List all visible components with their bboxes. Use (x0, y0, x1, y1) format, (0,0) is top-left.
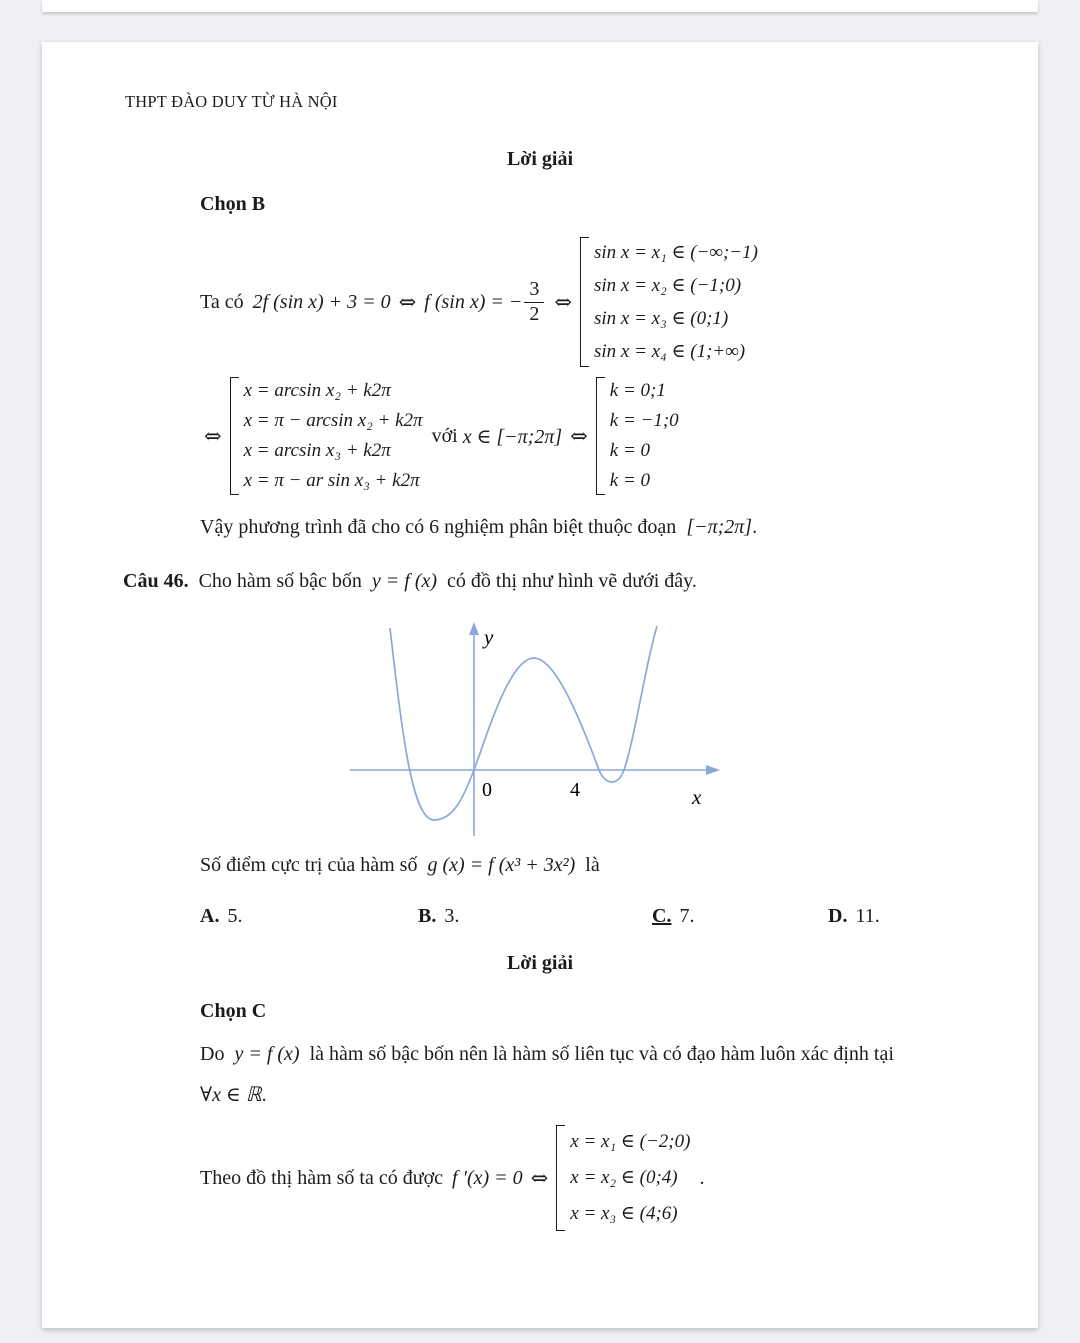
question-46-ask (200, 854, 600, 877)
question-text-1: Cho hàm số bậc bốn (198, 570, 362, 592)
k-cases-system (596, 376, 679, 496)
ask-math: g (x) = f (x³ + 3x²) (427, 854, 576, 876)
previous-page-bottom-edge (42, 0, 1038, 12)
line2-period: . (261, 1084, 267, 1106)
fraction-3-2 (524, 279, 544, 325)
line3-pre: Theo đồ thị hàm số ta có được (200, 1166, 444, 1189)
case-line: x = x₂ ∈ (0;4) (570, 1167, 678, 1188)
eq2-condition: x ∈ [−π;2π] (462, 425, 563, 448)
line1-math: y = f (x) (234, 1043, 300, 1065)
y-axis-label: y (484, 625, 494, 649)
solution-line-2 (200, 1082, 267, 1107)
case-line: sin x = x₃ ∈ (0;1) (593, 308, 729, 329)
x-tick-label-4: 4 (570, 779, 580, 801)
left-bracket (596, 377, 604, 495)
iff-arrow: ⇔ (554, 290, 572, 314)
conclusion-period: . (752, 516, 758, 538)
x-axis-arrow-icon (706, 765, 720, 775)
derivative-cases-system (556, 1124, 690, 1232)
origin-label: 0 (482, 779, 492, 801)
iff-arrow: ⇔ (398, 290, 417, 314)
choice-b: Chọn B (200, 193, 266, 215)
question-math-1: y = f (x) (371, 570, 438, 592)
answer-c-value: 7. (679, 905, 695, 927)
school-header: THPT ĐÀO DUY TỪ HÀ NỘI (125, 92, 338, 111)
case-line: x = x₃ ∈ (4;6) (570, 1203, 678, 1224)
eq1-expression: 2f (sin x) + 3 = 0 (252, 290, 391, 313)
eq1-expression-2: f (sin x) = − (424, 290, 523, 313)
case-line: x = π − ar sin x₃ + k2π (243, 470, 420, 491)
case-line: k = −1;0 (609, 410, 679, 431)
answer-b-label: B. (418, 905, 437, 927)
answer-a (200, 905, 242, 928)
ask-pre: Số điểm cực trị của hàm số (200, 854, 418, 876)
case-line: x = x₁ ∈ (−2;0) (570, 1131, 691, 1152)
y-axis-arrow-icon (469, 622, 479, 635)
derivative-equation (200, 1122, 704, 1234)
answer-c-label: C. (652, 905, 672, 927)
left-bracket (556, 1125, 564, 1231)
equation-1 (200, 236, 758, 368)
question-46-statement (123, 570, 697, 593)
conclusion-math: [−π;2π] (686, 516, 753, 538)
arcsin-cases-system (230, 376, 423, 496)
eq1-lead: Ta có (200, 290, 244, 313)
sin-cases-system (580, 236, 758, 368)
solution-title-1: Lời giải (506, 148, 574, 170)
x-axis-label: x (692, 785, 702, 809)
iff-arrow: ⇔ (204, 424, 222, 448)
case-line: k = 0;1 (609, 380, 666, 401)
choice-c: Chọn C (200, 1000, 267, 1022)
case-line: x = π − arcsin x₂ + k2π (243, 410, 423, 431)
iff-arrow: ⇔ (530, 1166, 549, 1190)
fraction-numerator: 3 (524, 279, 544, 303)
left-bracket (580, 237, 588, 367)
question-number: Câu 46. (123, 570, 189, 592)
case-line: k = 0 (609, 470, 651, 491)
quartic-curve (390, 626, 657, 820)
case-line: sin x = x₁ ∈ (−∞;−1) (593, 242, 758, 263)
question-text-2: có đồ thị như hình vẽ dưới đây. (447, 570, 697, 592)
conclusion-line (200, 516, 757, 539)
answer-d (828, 905, 880, 928)
eq2-with-word: với (431, 424, 458, 447)
iff-arrow: ⇔ (570, 424, 588, 448)
document-page (42, 42, 1038, 1328)
answer-a-value: 5. (227, 905, 243, 927)
answer-row (42, 905, 1038, 935)
function-graph (342, 612, 746, 848)
answer-b (418, 905, 459, 928)
answer-c (652, 905, 694, 928)
case-line: sin x = x₄ ∈ (1;+∞) (593, 341, 746, 362)
solution-title-2: Lời giải (506, 952, 574, 974)
line3-period: . (699, 1166, 705, 1189)
answer-d-label: D. (828, 905, 848, 927)
answer-a-label: A. (200, 905, 220, 927)
answer-d-value: 11. (855, 905, 880, 927)
line1-pre: Do (200, 1043, 225, 1065)
case-line: x = arcsin x₃ + k2π (243, 440, 391, 461)
answer-b-value: 3. (444, 905, 460, 927)
ask-post: là (585, 854, 600, 876)
line1-post: là hàm số bậc bốn nên là hàm số liên tục và có đạo hàm luôn xác định tại (309, 1043, 894, 1065)
line2-math: ∀x ∈ ℝ (200, 1084, 262, 1106)
solution-line-1 (200, 1043, 894, 1066)
conclusion-text: Vậy phương trình đã cho có 6 nghiệm phân biệt thuộc đoạn (200, 516, 677, 538)
case-line: x = arcsin x₂ + k2π (243, 380, 391, 401)
line3-math: f ′(x) = 0 (452, 1166, 523, 1189)
case-line: sin x = x₂ ∈ (−1;0) (593, 275, 742, 296)
case-line: k = 0 (609, 440, 651, 461)
quartic-curve-figure (342, 612, 746, 848)
equation-2 (204, 374, 679, 498)
left-bracket (230, 377, 238, 495)
fraction-denominator: 2 (529, 302, 540, 325)
